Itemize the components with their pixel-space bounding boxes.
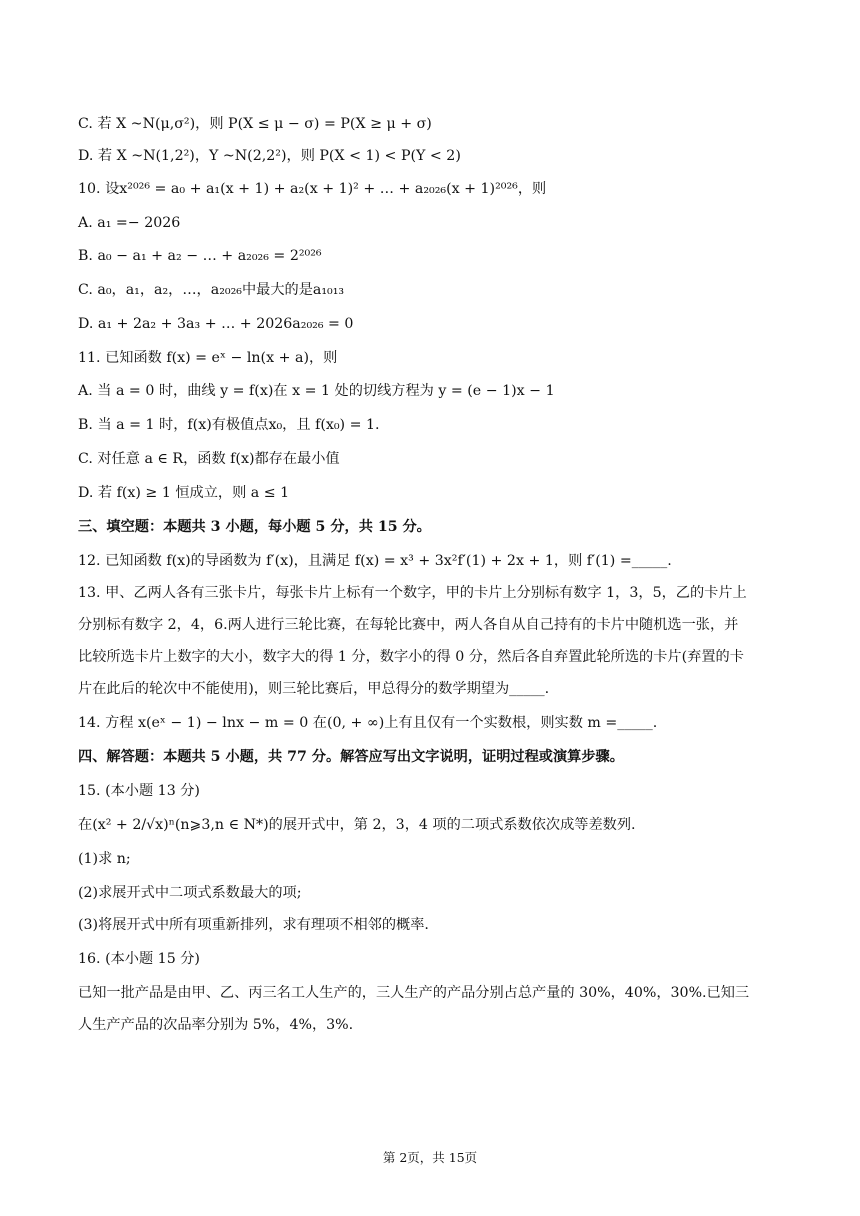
section-heading-s3: 三、填空题：本题共 3 小题，每小题 5 分，共 15 分。 bbox=[78, 519, 431, 535]
text-line-11: 11. 已知函数 f(x) = eˣ − ln(x + a)，则 bbox=[78, 350, 338, 366]
text-line-11c: C. 对任意 a ∈ R，函数 f(x)都存在最小值 bbox=[78, 451, 340, 467]
text-line-11a: A. 当 a = 0 时，曲线 y = f(x)在 x = 1 处的切线方程为 y = (e − 1)x − 1 bbox=[78, 383, 555, 399]
text-line-11d: D. 若 f(x) ≥ 1 恒成立，则 a ≤ 1 bbox=[78, 485, 290, 501]
page-footer: 第 2页，共 15页 bbox=[382, 1150, 478, 1165]
text-line-15-3: (3)将展开式中所有项重新排列，求有理项不相邻的概率. bbox=[78, 917, 429, 933]
text-line-10c: C. a₀，a₁，a₂，…，a₂₀₂₆中最大的是a₁₀₁₃ bbox=[78, 282, 345, 298]
text-line-13d: 片在此后的轮次中不能使用)，则三轮比赛后，甲总得分的数学期望为_____. bbox=[78, 681, 550, 697]
text-line-10: 10. 设x²⁰²⁶ = a₀ + a₁(x + 1) + a₂(x + 1)² + … + a₂₀₂₆(x + 1)²⁰²⁶，则 bbox=[78, 181, 547, 197]
text-line-10a: A. a₁ =− 2026 bbox=[78, 215, 181, 231]
text-line-9d: D. 若 X ~N(1,2²)，Y ~N(2,2²)，则 P(X < 1) < P(Y < 2) bbox=[78, 148, 461, 164]
text-line-13c: 比较所选卡片上数字的大小，数字大的得 1 分，数字小的得 0 分，然后各自弃置此轮所选的卡片(弃置的卡 bbox=[78, 649, 744, 665]
text-line-10d: D. a₁ + 2a₂ + 3a₃ + … + 2026a₂₀₂₆ = 0 bbox=[78, 316, 354, 332]
text-line-15-2: (2)求展开式中二项式系数最大的项; bbox=[78, 885, 302, 901]
text-line-15s: 在(x² + 2/√x)ⁿ(n⩾3,n ∈ N*)的展开式中，第 2，3，4 项的二项式系数依次成等差数列. bbox=[78, 817, 636, 833]
text-line-12: 12. 已知函数 f(x)的导函数为 f′(x)，且满足 f(x) = x³ + 3x²f′(1) + 2x + 1，则 f′(1) =_____. bbox=[78, 553, 672, 569]
text-line-14: 14. 方程 x(eˣ − 1) − lnx − m = 0 在(0, + ∞)上有且仅有一个实数根，则实数 m =_____. bbox=[78, 715, 658, 731]
text-line-15-1: (1)求 n; bbox=[78, 851, 131, 867]
text-line-16: 16. (本小题 15 分) bbox=[78, 951, 200, 967]
text-line-16a: 已知一批产品是由甲、乙、丙三名工人生产的，三人生产的产品分别占总产量的 30%，40%，30%.已知三 bbox=[78, 985, 750, 1001]
text-line-9c: C. 若 X ~N(μ,σ²)，则 P(X ≤ μ − σ) = P(X ≥ μ + σ) bbox=[78, 116, 432, 132]
section-heading-s4: 四、解答题：本题共 5 小题，共 77 分。解答应写出文字说明，证明过程或演算步骤。 bbox=[78, 749, 624, 765]
text-line-10b: B. a₀ − a₁ + a₂ − … + a₂₀₂₆ = 2²⁰²⁶ bbox=[78, 248, 322, 264]
text-line-15: 15. (本小题 13 分) bbox=[78, 783, 200, 799]
text-line-13a: 13. 甲、乙两人各有三张卡片，每张卡片上标有一个数字，甲的卡片上分别标有数字 1，3，5，乙的卡片上 bbox=[78, 585, 747, 601]
text-line-13b: 分别标有数字 2，4，6.两人进行三轮比赛，在每轮比赛中，两人各自从自己持有的卡片中随机选一张，并 bbox=[78, 617, 739, 633]
text-line-11b: B. 当 a = 1 时，f(x)有极值点x₀，且 f(x₀) = 1. bbox=[78, 417, 380, 433]
text-line-16b: 人生产产品的次品率分别为 5%，4%，3%. bbox=[78, 1017, 354, 1033]
